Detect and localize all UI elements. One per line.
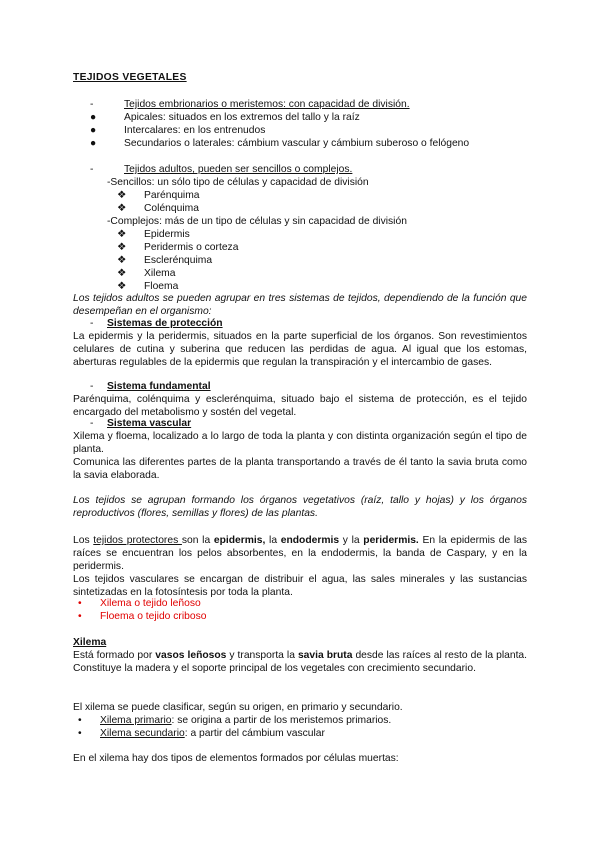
protectores-paragraph: Los tejidos protectores son la epidermis, la endodermis y la peridermis. En la epidermis de las raíces se encuentran los pelos absorbentes, en la endodermis, la banda de Caspary, y en la peridermis. (73, 535, 527, 572)
list-item: ● Secundarios o laterales: cámbium vascular y cámbium suberoso o felógeno (90, 138, 470, 149)
proteccion-heading: - Sistemas de protección (90, 318, 223, 329)
list-item: ❖ Floema (117, 281, 179, 292)
fundamental-heading: - Sistema fundamental (90, 381, 211, 392)
list-item: ❖ Parénquima (117, 190, 200, 201)
vasculares-paragraph: Los tejidos vasculares se encargan de distribuir el agua, las sales minerales y las sustancias sintetizadas en la fotosíntesis por toda la planta. (73, 574, 527, 598)
list-item: ❖ Epidermis (117, 229, 190, 240)
sencillos-line: -Sencillos: un sólo tipo de células y capacidad de división (107, 177, 369, 188)
vascular-text-2: Comunica las diferentes partes de la planta transportando a través de él tanto la savia bruta como la savia elaborada. (73, 457, 527, 481)
list-item: • Xilema o tejido leñoso (78, 598, 201, 609)
list-item: ❖ Xilema (117, 268, 176, 279)
vascular-heading: - Sistema vascular (90, 418, 192, 429)
xilema-paragraph-3: En el xilema hay dos tipos de elementos formados por células muertas: (73, 753, 399, 764)
organos-note: Los tejidos se agrupan formando los órganos vegetativos (raíz, tallo y hojas) y los órganos reproductivos (flores, semillas y flores) de las plantas. (73, 495, 527, 519)
list-item: • Xilema primario: se origina a partir de los meristemos primarios. (78, 715, 392, 726)
xilema-paragraph-2: El xilema se puede clasificar, según su origen, en primario y secundario. (73, 702, 403, 713)
adultos-heading: - Tejidos adultos, pueden ser sencillos o complejos. (90, 164, 353, 175)
list-item: ● Apicales: situados en los extremos del tallo y la raíz (90, 112, 360, 123)
vascular-text-1: Xilema y floema, localizado a lo largo de toda la planta y con distinta organización según el tipo de planta. (73, 431, 527, 455)
list-item: ❖ Colénquima (117, 203, 199, 214)
sistemas-intro: Los tejidos adultos se pueden agrupar en tres sistemas de tejidos, dependiendo de la función que desempeñan en el organismo: (73, 293, 527, 317)
fundamental-text: Parénquima, colénquima y esclerénquima, situado bajo el sistema de protección, es el tejido encargado del metabolismo y sostén del vegetal. (73, 394, 527, 418)
page-title: TEJIDOS VEGETALES (73, 72, 187, 83)
proteccion-text: La epidermis y la peridermis, situados en la parte superficial de los órganos. Son revestimientos celulares de cutina y suberina que reducen las perdidas de agua. Al igual que los estomas, aberturas regulables de la epidermis que regulan la transpiración y el intercambio de gases. (73, 331, 527, 368)
list-item: ● Intercalares: en los entrenudos (90, 125, 266, 136)
embrionarios-heading: - Tejidos embrionarios o meristemos: con capacidad de división. (90, 99, 410, 110)
list-item: • Xilema secundario: a partir del cámbium vascular (78, 728, 325, 739)
xilema-heading: Xilema (73, 637, 107, 648)
list-item: ❖ Peridermis o corteza (117, 242, 239, 253)
xilema-paragraph-1: Está formado por vasos leñosos y transporta la savia bruta desde las raíces al resto de la planta. Constituye la madera y el soporte principal de los vegetales con crecimiento secundario. (73, 650, 528, 674)
list-item: • Floema o tejido criboso (78, 611, 207, 622)
list-item: ❖ Esclerénquima (117, 255, 213, 266)
complejos-line: -Complejos: más de un tipo de células y sin capacidad de división (107, 216, 407, 227)
